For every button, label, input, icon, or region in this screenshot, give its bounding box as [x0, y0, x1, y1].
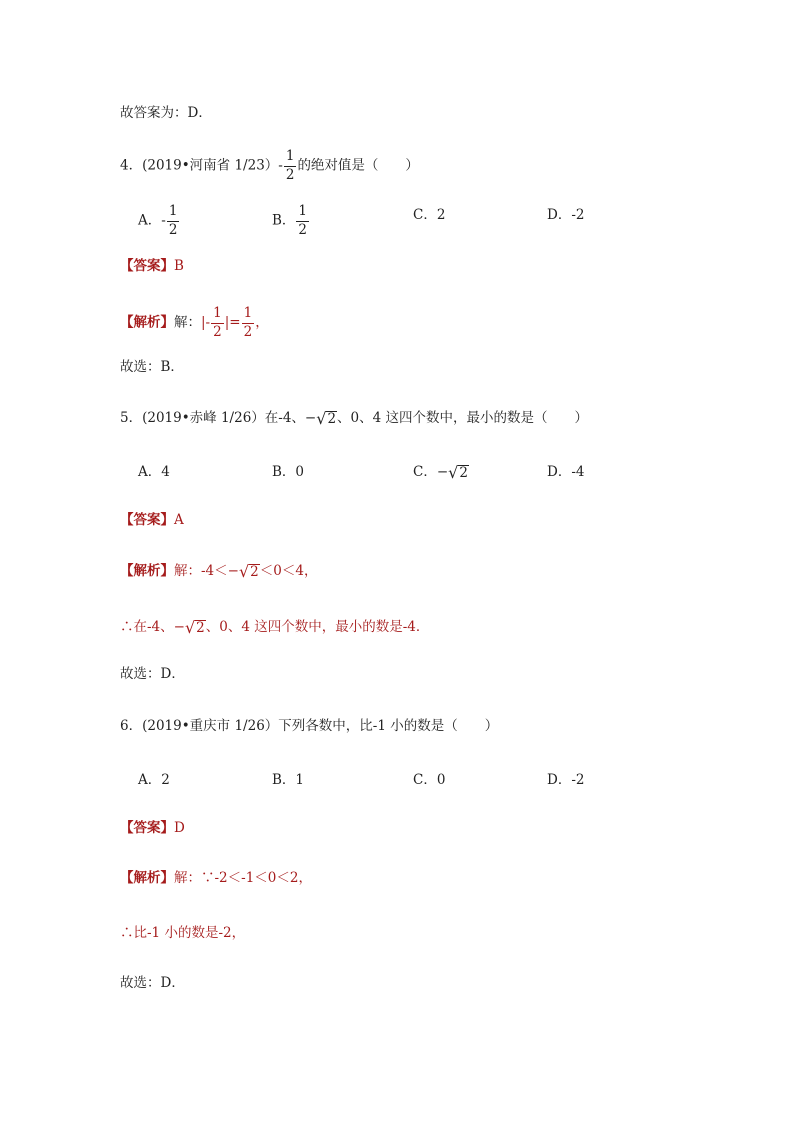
q5-option-c-radicand: 2 — [459, 464, 468, 481]
q4-analysis-end: ， — [255, 314, 269, 331]
q4-option-c-label: C． — [413, 207, 437, 223]
q4-option-a-sign: - — [161, 212, 166, 229]
q6-option-c — [413, 770, 445, 790]
q4-option-d-label: D． — [547, 207, 572, 223]
q4-analysis-prefix: 解： — [174, 314, 201, 331]
q5-option-b-label: B． — [272, 464, 296, 480]
q6-option-b-text: 1 — [295, 772, 305, 788]
q6-answer-tag: 【答案】 — [120, 820, 174, 836]
q4-analysis-numerator-2: 1 — [242, 307, 255, 324]
sqrt-sign-icon: √ — [238, 561, 250, 581]
q4-analysis-denominator-1: 2 — [213, 323, 222, 340]
q4-analysis-fraction-1 — [211, 307, 224, 339]
q6-option-c-label: C． — [413, 772, 437, 788]
q5-option-b-text: 0 — [295, 464, 305, 480]
previous-conclusion: 故答案为：D． — [120, 105, 212, 121]
q6-option-a-label: A． — [138, 772, 162, 788]
q4-analysis — [120, 307, 269, 339]
q6-option-b — [272, 770, 304, 790]
q6-option-b-label: B． — [272, 772, 296, 788]
q5-analysis-prefix: 解：-4＜− — [174, 563, 239, 579]
q6-analysis-text: 解：∵-2＜-1＜0＜2， — [174, 870, 312, 886]
q5-option-c — [413, 462, 469, 482]
q4-fraction-numerator: 1 — [284, 150, 297, 167]
q4-option-c-text: 2 — [436, 207, 446, 223]
q5-prefix: 5．(2019•赤峰 1/26）在-4、− — [120, 410, 317, 426]
q5-analysis-radicand: 2 — [250, 563, 259, 580]
q4-fraction-denominator: 2 — [285, 166, 295, 183]
q4-analysis-abs-open: |- — [201, 314, 211, 331]
q5-analysis-sqrt — [238, 561, 260, 581]
q4-answer-value: B — [174, 258, 184, 274]
q5-therefore — [120, 617, 429, 637]
question-6-stem: 6．(2019•重庆市 1/26）下列各数中，比-1 小的数是（ ） — [120, 718, 499, 734]
q4-option-a-denominator: 2 — [168, 221, 178, 238]
q4-option-b-fraction — [296, 205, 309, 237]
q5-sqrt — [316, 408, 337, 428]
q4-analysis-tag: 【解析】 — [120, 314, 174, 331]
q5-option-c-label: C． — [413, 464, 437, 480]
q5-option-c-text: − — [436, 464, 449, 480]
q6-option-d-label: D． — [547, 772, 572, 788]
q6-analysis — [120, 868, 312, 888]
q5-radicand: 2 — [327, 410, 337, 427]
question-4-stem — [120, 150, 419, 182]
q5-conclusion: 故选：D． — [120, 666, 185, 682]
q6-option-a-text: 2 — [161, 772, 170, 788]
sqrt-sign-icon: √ — [316, 408, 327, 428]
q5-answer — [120, 510, 184, 530]
q5-therefore-prefix: ∴在-4、− — [120, 619, 185, 635]
q6-conclusion: 故选：D． — [120, 975, 185, 991]
q6-therefore: ∴比-1 小的数是-2， — [120, 925, 246, 941]
q4-option-b-denominator: 2 — [298, 221, 308, 238]
q5-option-a-text: 4 — [161, 464, 170, 480]
q5-option-d-text: -4 — [571, 464, 585, 480]
q5-option-d-label: D． — [547, 464, 572, 480]
q4-option-b — [272, 205, 310, 237]
q5-analysis-suffix: ＜0＜4， — [259, 563, 318, 579]
q4-option-c — [413, 205, 445, 225]
q5-option-c-sqrt — [448, 462, 469, 482]
q4-analysis-abs-close: |= — [224, 314, 241, 331]
sqrt-sign-icon: √ — [448, 462, 459, 482]
q5-analysis — [120, 561, 317, 581]
q5-option-d — [547, 462, 584, 482]
q6-option-c-text: 0 — [436, 772, 446, 788]
q4-option-d-text: -2 — [571, 207, 585, 223]
q4-analysis-denominator-2: 2 — [243, 323, 253, 340]
q4-option-a-fraction — [167, 205, 180, 237]
q4-fraction — [284, 150, 297, 182]
q6-option-d-text: -2 — [571, 772, 585, 788]
q4-answer-tag: 【答案】 — [120, 258, 174, 274]
q5-suffix: 、0、4 这四个数中，最小的数是（ ） — [337, 410, 589, 426]
q4-suffix: 的绝对值是（ ） — [297, 157, 419, 174]
sqrt-sign-icon: √ — [184, 617, 196, 637]
q5-option-a-label: A． — [138, 464, 162, 480]
q5-therefore-suffix: 、0、4 这四个数中，最小的数是-4． — [205, 619, 430, 635]
q5-therefore-radicand: 2 — [196, 619, 205, 636]
q6-answer — [120, 818, 185, 838]
q5-therefore-sqrt — [184, 617, 206, 637]
q6-option-a — [138, 770, 170, 790]
q4-conclusion: 故选：B． — [120, 359, 184, 375]
q4-analysis-fraction-2 — [242, 307, 255, 339]
q5-answer-tag: 【答案】 — [120, 512, 174, 528]
q5-analysis-tag: 【解析】 — [120, 563, 174, 579]
q4-option-a-label: A． — [138, 212, 162, 229]
q5-option-b — [272, 462, 304, 482]
q4-analysis-numerator-1: 1 — [211, 307, 224, 324]
q4-answer — [120, 256, 184, 276]
q4-option-d — [547, 205, 584, 225]
q4-option-a — [138, 205, 180, 237]
q4-option-a-numerator: 1 — [167, 205, 180, 222]
question-5-stem — [120, 408, 588, 428]
q4-prefix: 4．(2019•河南省 1/23）- — [120, 157, 283, 174]
q5-option-a — [138, 462, 170, 482]
q6-answer-value: D — [174, 820, 185, 836]
q5-answer-value: A — [174, 512, 184, 528]
q4-option-b-label: B． — [272, 212, 296, 229]
q6-analysis-tag: 【解析】 — [120, 870, 174, 886]
q4-option-b-numerator: 1 — [296, 205, 309, 222]
q6-option-d — [547, 770, 584, 790]
